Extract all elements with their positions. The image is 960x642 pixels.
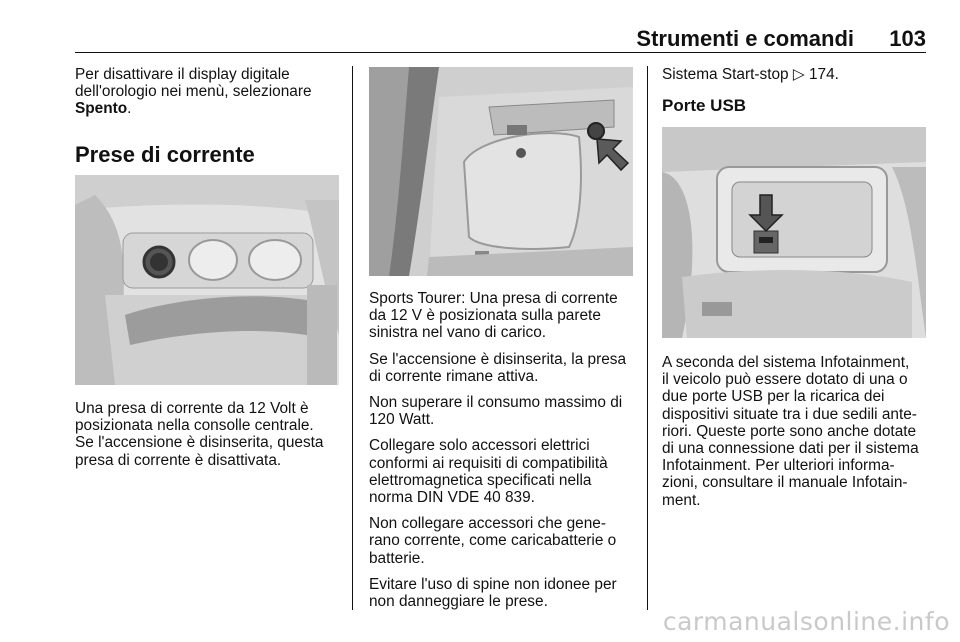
armrest-usb-illustration — [662, 127, 926, 338]
page-number: 103 — [889, 26, 926, 51]
console-illustration — [75, 175, 339, 385]
caption-line: presa di corrente è disattivata. — [75, 451, 282, 469]
header-rule — [75, 52, 926, 53]
text-line: elettromagnetica specificati nella — [369, 471, 592, 489]
column-1 — [75, 66, 341, 118]
text-line: sinistra nel vano di carico. — [369, 324, 547, 342]
caption-line: Una presa di corrente da 12 Volt è — [75, 400, 309, 417]
text-line: A seconda del sistema Infotainment, — [662, 354, 910, 371]
text-line: batterie. — [369, 549, 425, 567]
section-title-usb: Porte USB — [662, 96, 747, 115]
column-divider-2 — [647, 66, 648, 610]
text-line: dispositivi situate tra i due sedili ante- — [662, 405, 917, 423]
column-divider-1 — [352, 66, 353, 610]
intro-paragraph — [75, 66, 341, 118]
ref-page[interactable]: 174. — [809, 66, 839, 83]
paragraph — [369, 515, 633, 567]
intro-line: Per disattivare il display digitale — [75, 66, 290, 83]
load-compartment-figure — [369, 67, 633, 276]
text-line: da 12 V è posizionata sulla parete — [369, 307, 601, 325]
header-title: Strumenti e comandi — [636, 26, 854, 51]
usb-body — [662, 354, 928, 509]
text-line: ment. — [662, 491, 701, 509]
text-line: rano corrente, come caricabatterie o — [369, 532, 617, 550]
paragraph — [369, 437, 633, 506]
text-line: Non collegare accessori che gene- — [369, 515, 606, 533]
text-line: Evitare l'uso di spine non idonee per — [369, 575, 617, 593]
text-line: norma DIN VDE 40 839. — [369, 489, 535, 507]
text-line: di una connessione dati per il sistema — [662, 440, 919, 458]
paragraph — [369, 290, 633, 342]
text-line: conformi ai requisiti di compatibilità — [369, 454, 608, 472]
column-3 — [662, 66, 928, 83]
text-line: 120 Watt. — [369, 411, 435, 429]
paragraph — [369, 394, 633, 428]
text-line: il veicolo può essere dotato di una o — [662, 371, 908, 389]
intro-period: . — [127, 100, 132, 118]
power-outlet-figure — [75, 175, 339, 385]
column-2 — [369, 290, 633, 619]
text-line: Infotainment. Per ulteriori informa- — [662, 457, 895, 475]
usb-ports-figure — [662, 127, 926, 338]
outlet-caption — [75, 400, 341, 469]
paragraph — [369, 576, 633, 610]
text-line: non danneggiare le prese. — [369, 593, 548, 611]
caption-line: Se l'accensione è disinserita, questa — [75, 434, 324, 452]
intro-line: dell'orologio nei menù, selezionare — [75, 83, 312, 101]
page-header — [75, 26, 926, 50]
text-line: Collegare solo accessori elettrici — [369, 437, 590, 455]
ref-text: Sistema Start-stop — [662, 66, 789, 83]
intro-line — [75, 100, 341, 117]
page-ref-arrow-icon: ▷ — [792, 65, 805, 83]
section-title-prese: Prese di corrente — [75, 142, 255, 167]
paragraph — [369, 351, 633, 385]
menu-option-spento: Spento — [75, 100, 128, 118]
watermark: carmanualsonline.info — [662, 607, 950, 636]
text-line: Sports Tourer: Una presa di corrente — [369, 290, 618, 307]
caption-line: posizionata nella consolle centrale. — [75, 417, 314, 435]
text-line: zioni, consultare il manuale Infotain- — [662, 474, 908, 492]
text-line: Se l'accensione è disinserita, la presa — [369, 350, 627, 368]
text-line: di corrente rimane attiva. — [369, 367, 539, 385]
cargo-wall-illustration — [369, 67, 633, 276]
cross-reference — [662, 66, 928, 83]
text-line: Non superare il consumo massimo di — [369, 394, 623, 412]
text-line: due porte USB per la ricarica dei — [662, 388, 885, 406]
text-line: riori. Queste porte sono anche dotate — [662, 422, 917, 440]
